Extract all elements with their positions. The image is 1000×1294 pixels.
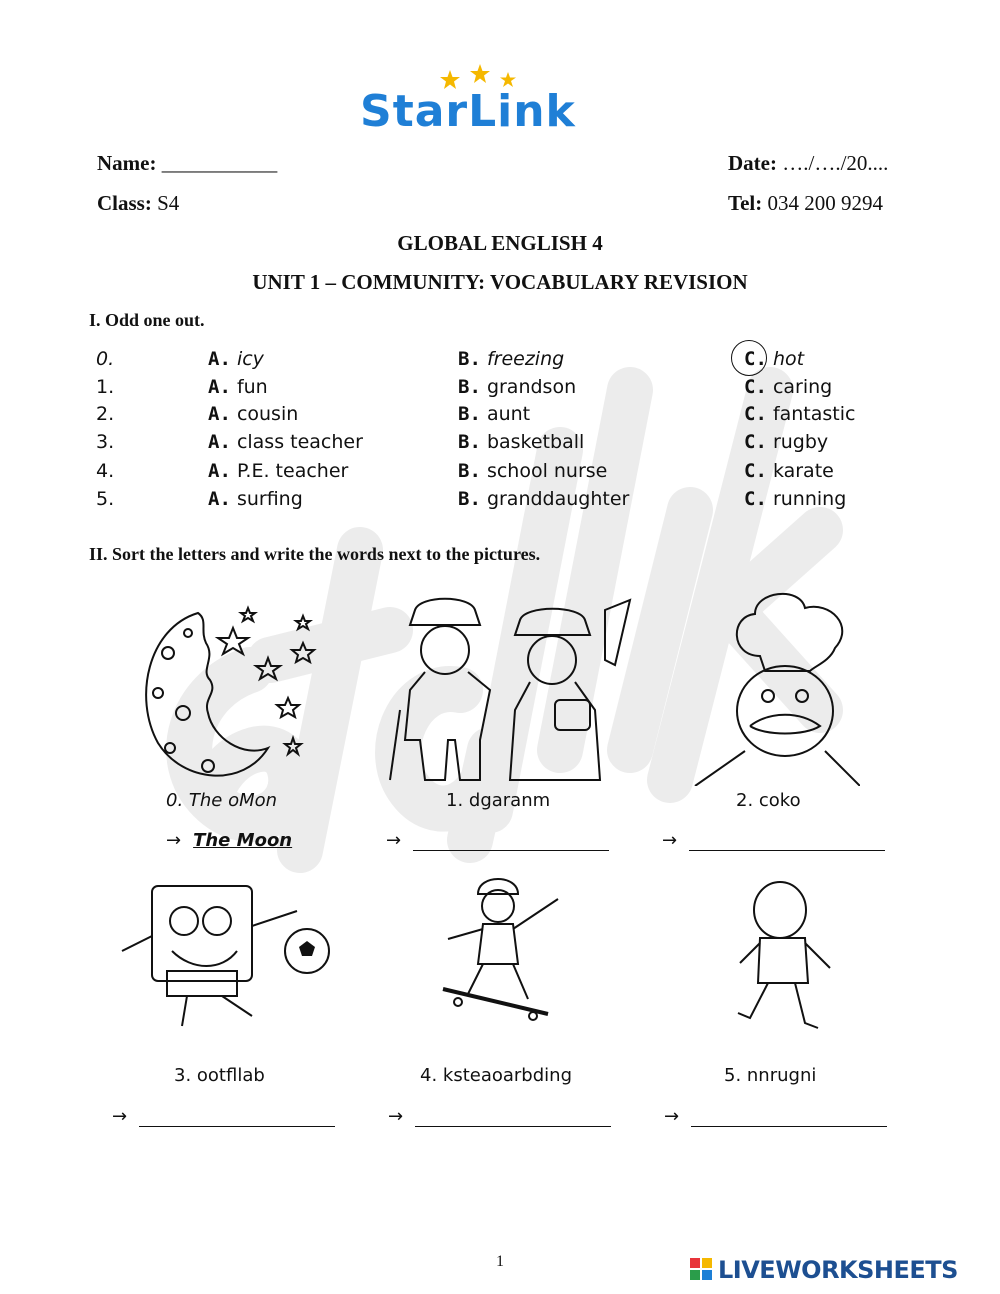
page-number: 1 — [496, 1253, 504, 1270]
arrow-icon: → — [662, 830, 678, 851]
liveworksheets-icon — [690, 1258, 714, 1282]
grandparents-icon — [380, 590, 650, 790]
option-letter: A. — [208, 403, 231, 425]
odd-one-out-row — [96, 376, 916, 404]
picture-caption: 3. ootfllab — [174, 1065, 265, 1086]
option-c[interactable]: caring — [772, 376, 833, 398]
row-number: 4. — [96, 460, 115, 482]
option-a[interactable]: surfing — [236, 488, 303, 510]
row-number: 0. — [96, 348, 115, 370]
option-a[interactable]: P.E. teacher — [236, 460, 349, 482]
picture-caption: 5. nnrugni — [724, 1065, 817, 1086]
option-letter: A. — [208, 348, 231, 370]
odd-one-out-row — [96, 403, 916, 431]
arrow-icon: → — [388, 1106, 404, 1127]
option-letter: C. — [744, 348, 767, 370]
answer-blank[interactable] — [689, 834, 885, 851]
odd-one-out-row — [96, 348, 916, 376]
picture-caption: 2. coko — [736, 790, 801, 811]
answer-blank[interactable] — [139, 1110, 335, 1127]
class-value: S4 — [157, 191, 180, 215]
skateboarder-icon — [418, 874, 578, 1039]
answer-line-1 — [386, 830, 609, 851]
option-b[interactable]: grandson — [486, 376, 577, 398]
answer-blank[interactable] — [415, 1110, 611, 1127]
course-title: GLOBAL ENGLISH 4 — [397, 231, 603, 255]
date-field — [728, 151, 888, 176]
example-answer: The Moon — [193, 830, 293, 851]
answer-line-4 — [388, 1106, 611, 1127]
option-letter: C. — [744, 376, 767, 398]
option-a[interactable]: class teacher — [236, 431, 363, 453]
option-letter: B. — [458, 460, 481, 482]
chef-icon — [690, 586, 860, 786]
answer-line-2 — [662, 830, 885, 851]
option-letter: A. — [208, 431, 231, 453]
option-b[interactable]: aunt — [486, 403, 531, 425]
arrow-icon: → — [166, 830, 182, 851]
answer-blank[interactable] — [691, 1110, 887, 1127]
option-letter: C. — [744, 460, 767, 482]
football-sponge-icon — [112, 876, 337, 1041]
liveworksheets-logo[interactable] — [690, 1256, 990, 1286]
option-b[interactable]: basketball — [486, 431, 585, 453]
option-c: hot — [772, 348, 805, 370]
moon-and-stars-icon — [128, 598, 338, 788]
tel-field — [728, 191, 883, 216]
option-c[interactable]: rugby — [772, 431, 829, 453]
picture-caption: 4. ksteaoarbding — [420, 1065, 572, 1086]
option-b[interactable]: school nurse — [486, 460, 608, 482]
name-field — [97, 151, 277, 176]
answer-line-0 — [166, 830, 292, 851]
option-letter: B. — [458, 431, 481, 453]
option-c[interactable]: karate — [772, 460, 834, 482]
brand-text: LIVEWORKSHEETS — [718, 1256, 958, 1284]
picture-caption: 1. dgaranm — [446, 790, 551, 811]
starlink-logo — [358, 64, 598, 142]
option-letter: C. — [744, 488, 767, 510]
section1-heading: I. Odd one out. — [89, 310, 205, 330]
class-field — [97, 191, 179, 216]
answer-line-3 — [112, 1106, 335, 1127]
option-b: freezing — [486, 348, 565, 370]
name-label: Name: — [97, 151, 157, 175]
odd-one-out-row — [96, 488, 916, 516]
arrow-icon: → — [386, 830, 402, 851]
option-c[interactable]: running — [772, 488, 847, 510]
option-a[interactable]: fun — [236, 376, 268, 398]
class-label: Class: — [97, 191, 152, 215]
unit-title: UNIT 1 – COMMUNITY: VOCABULARY REVISION — [252, 270, 748, 294]
option-letter: B. — [458, 488, 481, 510]
arrow-icon: → — [112, 1106, 128, 1127]
option-c[interactable]: fantastic — [772, 403, 856, 425]
option-letter: B. — [458, 348, 481, 370]
row-number: 1. — [96, 376, 115, 398]
section2-heading: II. Sort the letters and write the words next to the pictures. — [89, 544, 541, 564]
option-letter: B. — [458, 403, 481, 425]
answer-blank[interactable] — [413, 834, 609, 851]
logo-text: StarLink — [360, 86, 576, 137]
tel-label: Tel: — [728, 191, 763, 215]
option-letter: C. — [744, 403, 767, 425]
date-value: …./…./20.... — [782, 151, 889, 175]
option-letter: B. — [458, 376, 481, 398]
picture-caption: 0. The oMon — [166, 790, 278, 811]
row-number: 5. — [96, 488, 115, 510]
option-letter: C. — [744, 431, 767, 453]
row-number: 3. — [96, 431, 115, 453]
arrow-icon: → — [664, 1106, 680, 1127]
date-label: Date: — [728, 151, 777, 175]
option-letter: A. — [208, 488, 231, 510]
option-a[interactable]: cousin — [236, 403, 299, 425]
odd-one-out-row — [96, 431, 916, 459]
runner-icon — [730, 878, 840, 1048]
option-b[interactable]: granddaughter — [486, 488, 630, 510]
name-value: ___________ — [161, 151, 278, 175]
tel-value: 034 200 9294 — [767, 191, 883, 215]
option-letter: A. — [208, 460, 231, 482]
row-number: 2. — [96, 403, 115, 425]
answer-line-5 — [664, 1106, 887, 1127]
option-letter: A. — [208, 376, 231, 398]
option-a: icy — [236, 348, 264, 370]
odd-one-out-row — [96, 460, 916, 488]
